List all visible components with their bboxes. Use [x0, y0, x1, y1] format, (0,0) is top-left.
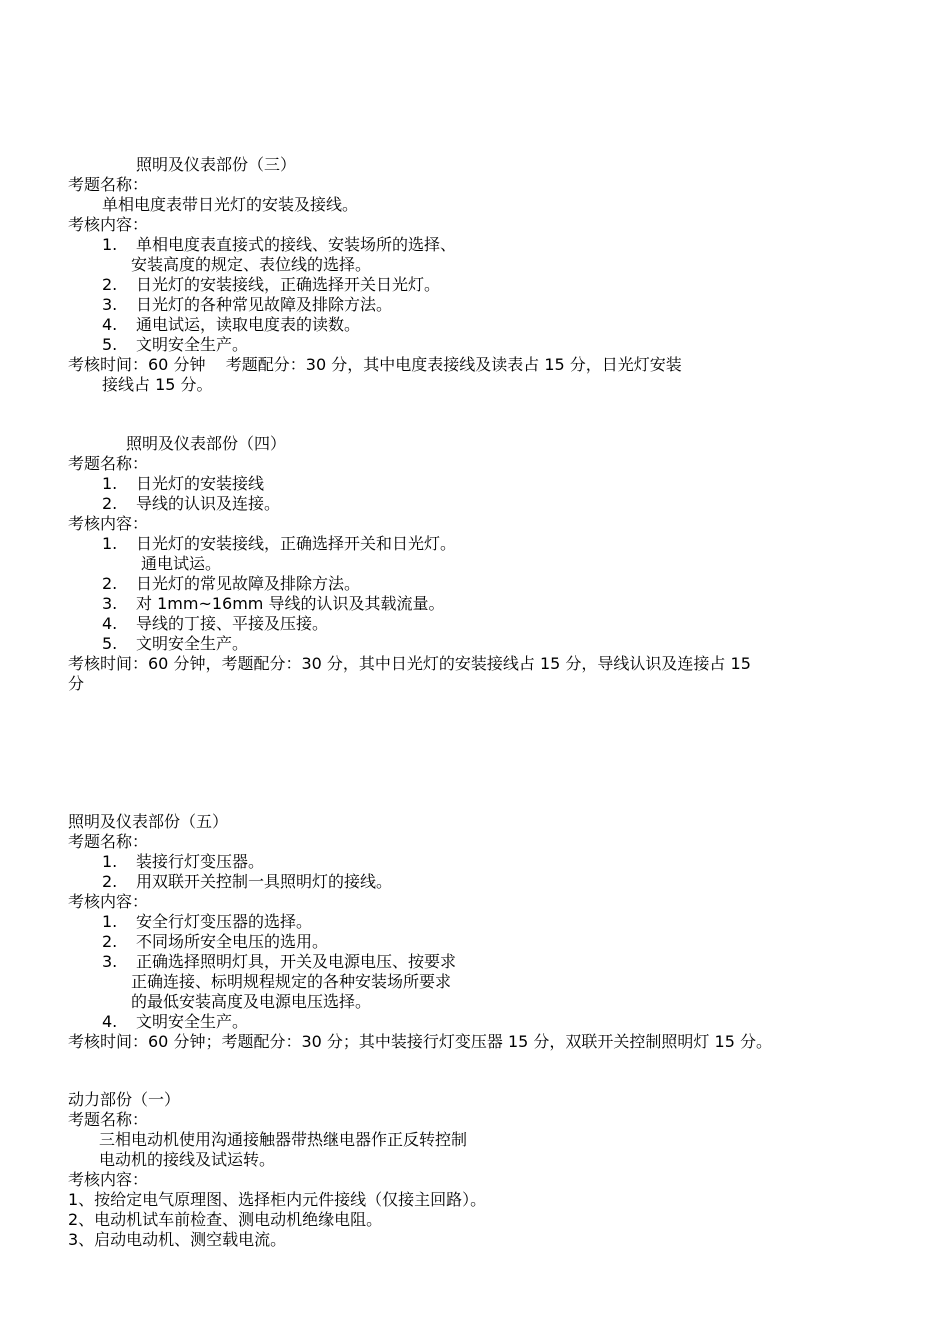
item-number: 2.	[102, 932, 118, 951]
item-text: 不同场所安全电压的选用。	[136, 932, 329, 951]
list-item	[102, 594, 444, 614]
exam-name-label: 考题名称：	[68, 454, 149, 473]
list-item	[102, 235, 456, 255]
list-item	[102, 912, 312, 932]
list-item: 2、电动机试车前检查、测电动机绝缘电阻。	[68, 1210, 383, 1229]
item-text: 导线的丁接、平接及压接。	[136, 614, 329, 633]
section-title: 动力部份（一）	[68, 1090, 181, 1109]
item-text: 日光灯的安装接线，正确选择开关和日光灯。	[136, 534, 457, 553]
item-number: 2.	[102, 494, 118, 513]
item-number: 2.	[102, 275, 118, 294]
item-text: 日光灯的各种常见故障及排除方法。	[136, 295, 393, 314]
item-number: 1.	[102, 534, 118, 553]
item-text-continued: 安装高度的规定、表位线的选择。	[131, 255, 372, 274]
list-item	[102, 852, 264, 872]
exam-content-label: 考核内容：	[68, 892, 149, 911]
item-text-continued: 通电试运。	[141, 554, 222, 573]
exam-time-line: 考核时间：60 分钟，考题配分：30 分，其中日光灯的安装接线占 15 分，导线认识及连接占 15	[68, 654, 751, 673]
section-title: 照明及仪表部份（四）	[126, 434, 287, 453]
item-number: 1.	[102, 852, 118, 871]
exam-content-label: 考核内容：	[68, 514, 149, 533]
item-text: 日光灯的安装接线，正确选择开关日光灯。	[136, 275, 441, 294]
list-item: 1、按给定电气原理图、选择柜内元件接线（仅接主回路）。	[68, 1190, 487, 1209]
exam-name-label: 考题名称：	[68, 832, 149, 851]
list-item	[102, 494, 280, 514]
item-number: 1.	[102, 912, 118, 931]
item-text-continued: 正确连接、标明规程规定的各种安装场所要求	[131, 972, 452, 991]
exam-content-label: 考核内容：	[68, 1170, 149, 1189]
list-item	[102, 474, 264, 494]
item-number: 3.	[102, 594, 118, 613]
item-text: 对 1mm~16mm 导线的认识及其载流量。	[136, 594, 445, 613]
item-text: 单相电度表直接式的接线、安装场所的选择、	[136, 235, 457, 254]
item-number: 2.	[102, 574, 118, 593]
exam-name-text: 单相电度表带日光灯的安装及接线。	[102, 195, 359, 214]
item-number: 1.	[102, 474, 118, 493]
item-number: 5.	[102, 335, 118, 354]
list-item	[102, 872, 392, 892]
item-number: 4.	[102, 1012, 118, 1031]
item-number: 5.	[102, 634, 118, 653]
item-text: 通电试运，读取电度表的读数。	[136, 315, 361, 334]
item-text: 导线的认识及连接。	[136, 494, 281, 513]
item-text: 用双联开关控制一具照明灯的接线。	[136, 872, 393, 891]
list-item	[102, 295, 392, 315]
item-text: 文明安全生产。	[136, 1012, 249, 1031]
list-item: 3、启动电动机、测空载电流。	[68, 1230, 287, 1249]
list-item	[102, 932, 328, 952]
list-item	[102, 634, 248, 654]
exam-time-line-continued: 分	[68, 674, 85, 693]
item-number: 3.	[102, 295, 118, 314]
item-text: 装接行灯变压器。	[136, 852, 265, 871]
exam-name-label: 考题名称：	[68, 175, 149, 194]
list-item	[102, 275, 440, 295]
exam-name-text: 三相电动机使用沟通接触器带热继电器作正反转控制	[99, 1130, 468, 1149]
exam-time-line-continued: 接线占 15 分。	[102, 375, 213, 394]
item-text: 日光灯的常见故障及排除方法。	[136, 574, 361, 593]
list-item	[102, 534, 456, 554]
list-item	[102, 1012, 248, 1032]
exam-content-label: 考核内容：	[68, 215, 149, 234]
section-title: 照明及仪表部份（三）	[136, 155, 297, 174]
exam-time-line: 考核时间：60 分钟；考题配分：30 分；其中装接行灯变压器 15 分，双联开关控制照明灯 15 分。	[68, 1032, 772, 1051]
item-number: 2.	[102, 872, 118, 891]
exam-name-text-continued: 电动机的接线及试运转。	[99, 1150, 276, 1169]
item-number: 4.	[102, 614, 118, 633]
list-item	[102, 574, 360, 594]
item-text: 文明安全生产。	[136, 335, 249, 354]
exam-time-line: 考核时间：60 分钟 考题配分：30 分，其中电度表接线及读表占 15 分，日光灯安装	[68, 355, 682, 374]
item-text: 文明安全生产。	[136, 634, 249, 653]
list-item	[102, 614, 328, 634]
exam-name-label: 考题名称：	[68, 1110, 149, 1129]
list-item	[102, 315, 360, 335]
item-number: 1.	[102, 235, 118, 254]
item-number: 3.	[102, 952, 118, 971]
item-text: 安全行灯变压器的选择。	[136, 912, 313, 931]
section-title: 照明及仪表部份（五）	[68, 812, 229, 831]
item-text: 正确选择照明灯具，开关及电源电压、按要求	[136, 952, 457, 971]
list-item	[102, 335, 248, 355]
item-text-continued: 的最低安装高度及电源电压选择。	[131, 992, 372, 1011]
item-number: 4.	[102, 315, 118, 334]
item-text: 日光灯的安装接线	[136, 474, 265, 493]
list-item	[102, 952, 456, 972]
